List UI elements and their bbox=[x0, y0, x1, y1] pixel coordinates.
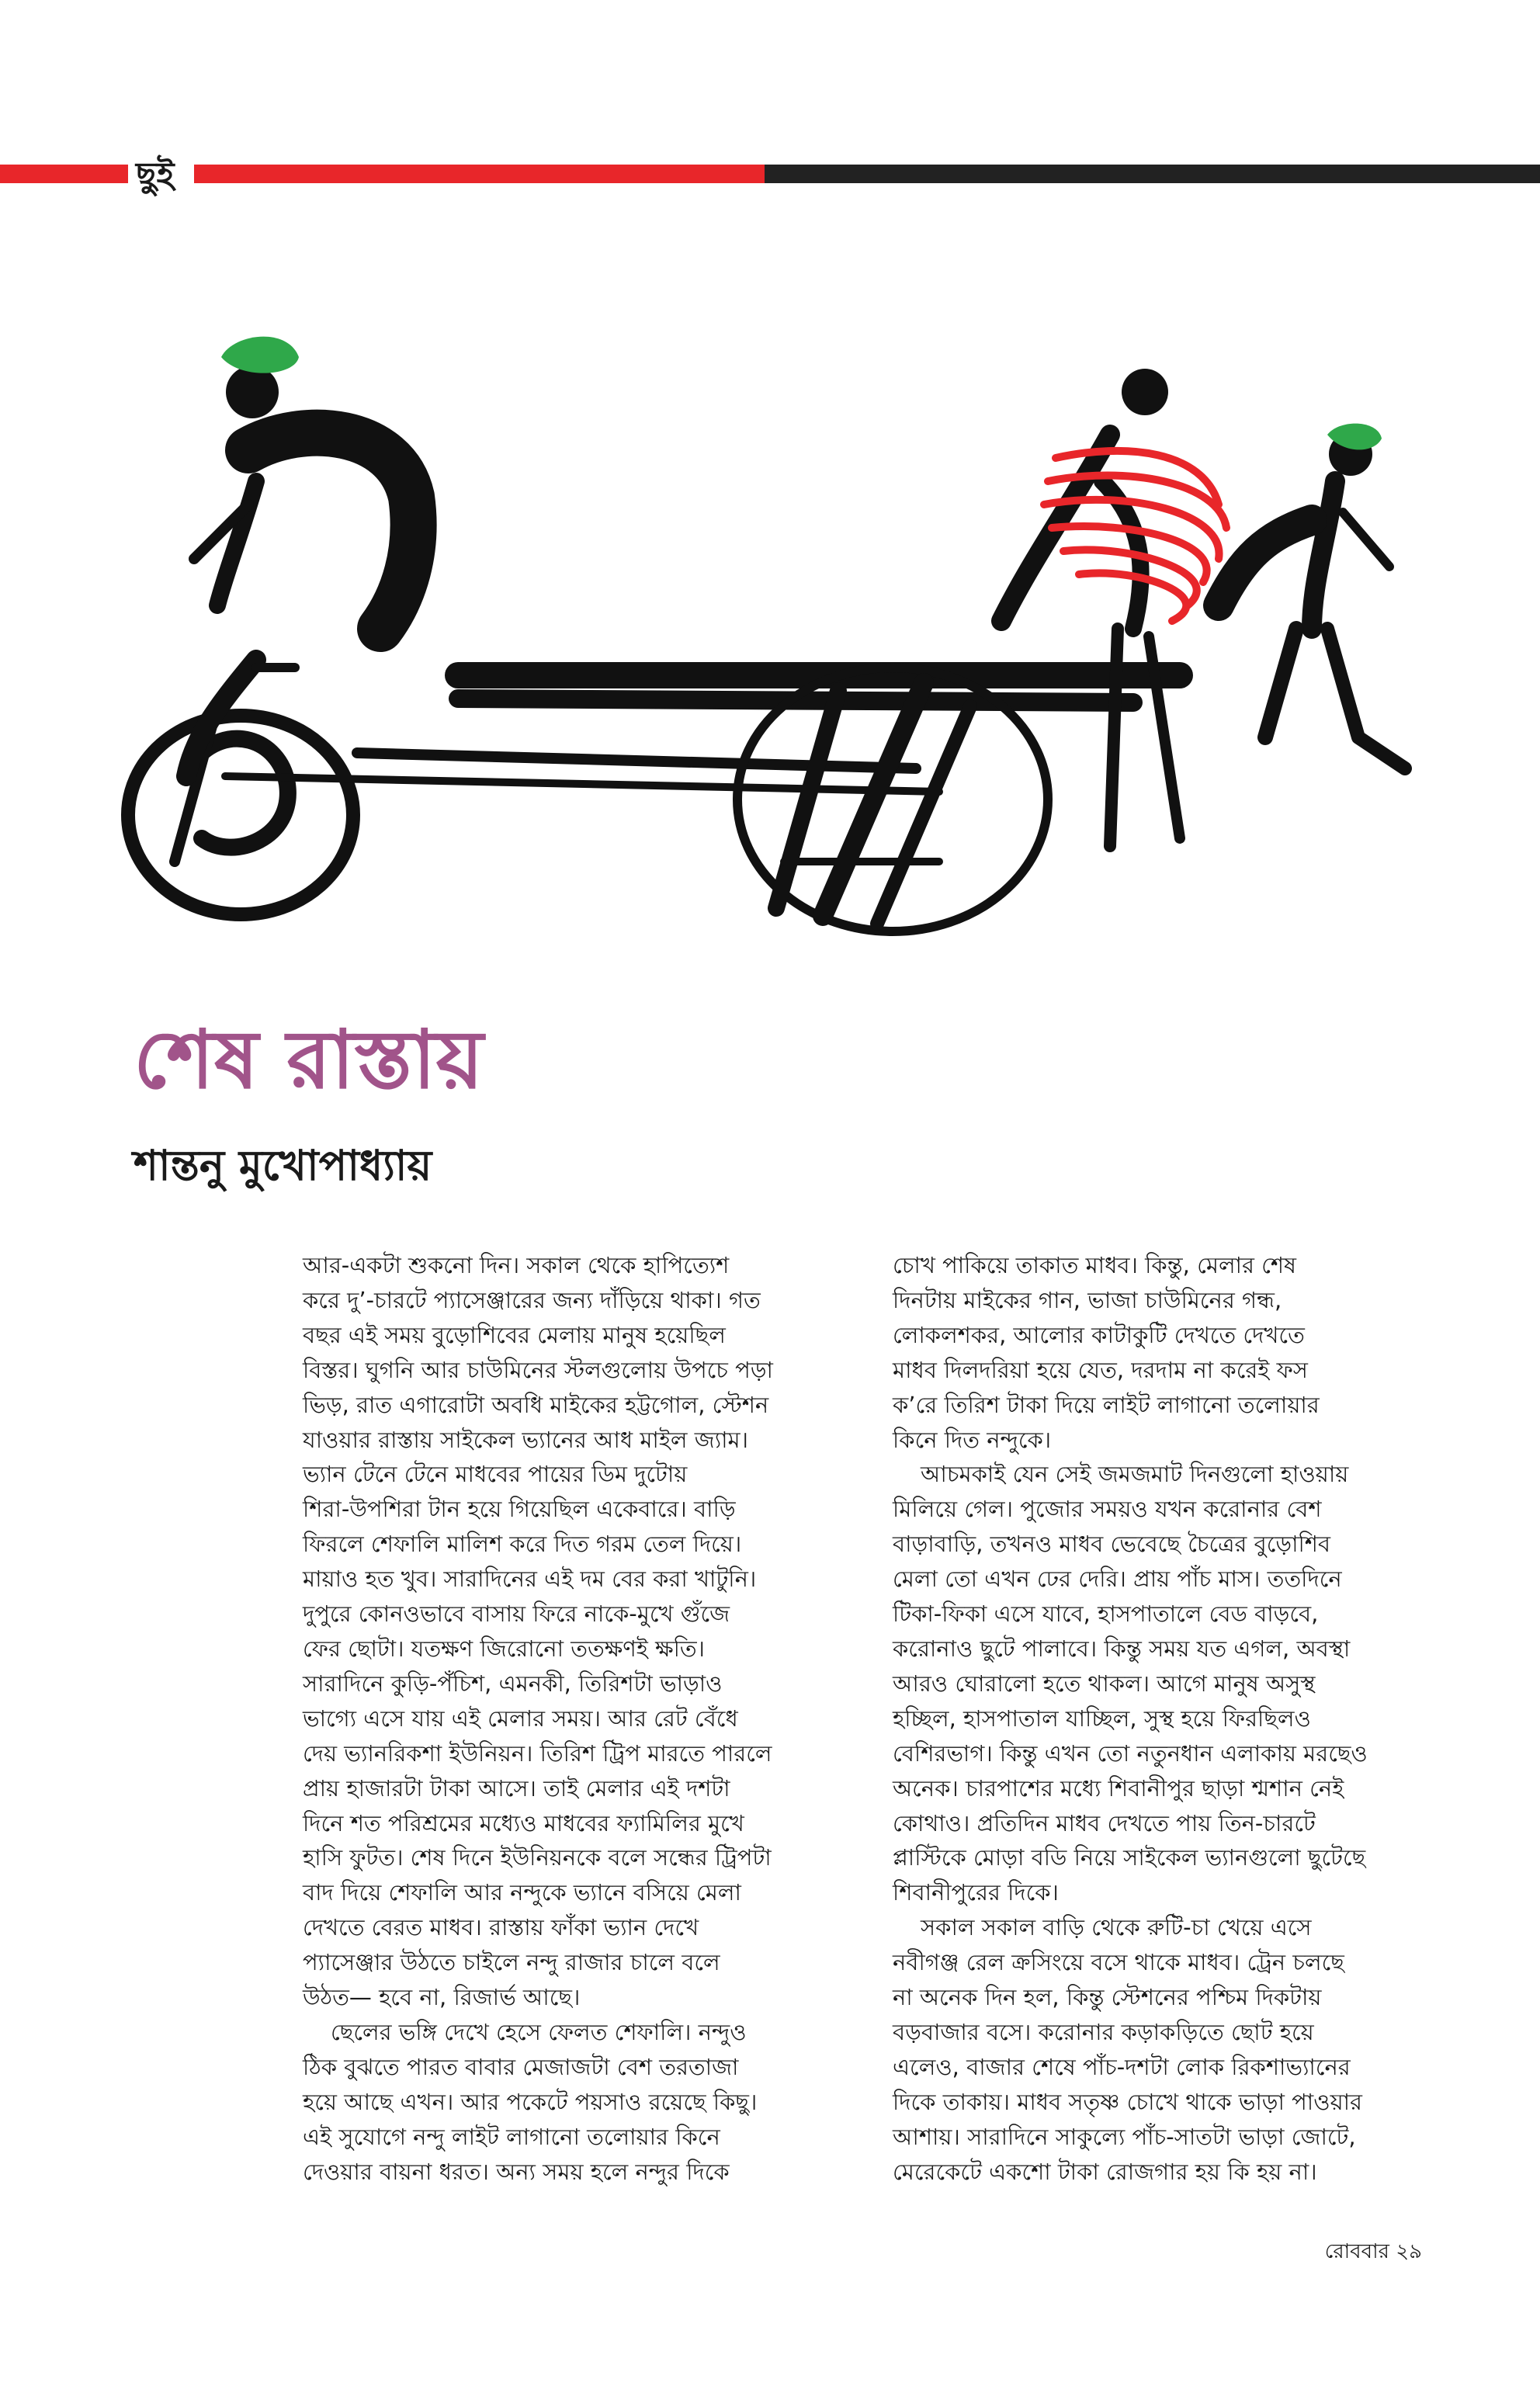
text-line: আর-একটা শুকনো দিন। সকাল থেকে হাপিত্যেশ bbox=[303, 1252, 730, 1278]
text-line: ফের ছোটা। যতক্ষণ জিরোনো ততক্ষণই ক্ষতি। bbox=[303, 1635, 706, 1662]
text-line: যাওয়ার রাস্তায় সাইকেল ভ্যানের আধ মাইল জ্যাম। bbox=[303, 1426, 748, 1453]
text-line: মাধব দিলদরিয়া হয়ে যেত, দরদাম না করেই ফস bbox=[893, 1356, 1308, 1383]
text-line: কিনে দিত নন্দুকে। bbox=[893, 1426, 1052, 1453]
text-line: দেওয়ার বায়না ধরত। অন্য সময় হলে নন্দুর দিকে bbox=[303, 2158, 730, 2185]
text-line-paragraph-start: ছেলের ভঙ্গি দেখে হেসে ফেলত শেফালি। নন্দুও bbox=[331, 2018, 747, 2045]
text-line: কোথাও। প্রতিদিন মাধব দেখতে পায় তিন-চারটে bbox=[893, 1809, 1316, 1836]
header-rule-black bbox=[765, 165, 1540, 183]
text-line: বড়বাজার বসে। করোনার কড়াকড়িতে ছোট হয়ে bbox=[893, 2018, 1314, 2045]
text-line: মেরেকেটে একশো টাকা রোজগার হয় কি হয় না। bbox=[893, 2158, 1317, 2185]
text-line: করোনাও ছুটে পালাবে। কিন্তু সময় যত এগল, অবস্থা bbox=[893, 1635, 1351, 1662]
text-line: সারাদিনে কুড়ি-পঁচিশ, এমনকী, তিরিশটা ভাড়াও bbox=[303, 1670, 723, 1697]
text-line: প্লাস্টিকে মোড়া বডি নিয়ে সাইকেল ভ্যানগুলো ছুটেছে bbox=[893, 1844, 1366, 1871]
text-line: শিরা-উপশিরা টান হয়ে গিয়েছিল একেবারে। বাড়ি bbox=[303, 1496, 736, 1523]
text-line: মেলা তো এখন ঢের দেরি। প্রায় পাঁচ মাস। ততদিনে bbox=[893, 1566, 1342, 1593]
page-folio: রোববার ২৯ bbox=[1324, 2240, 1422, 2263]
text-line: দেখতে বেরত মাধব। রাস্তায় ফাঁকা ভ্যান দেখে bbox=[303, 1914, 699, 1941]
text-line: ভাগ্যে এসে যায় এই মেলার সময়। আর রেট বেঁধে bbox=[303, 1705, 738, 1732]
text-line: টিকা-ফিকা এসে যাবে, হাসপাতালে বেড বাড়বে, bbox=[893, 1601, 1319, 1628]
text-line: দিকে তাকায়। মাধব সতৃষ্ণ চোখে থাকে ভাড়া পাওয়ার bbox=[893, 2088, 1363, 2115]
text-line: বিস্তর। ঘুগনি আর চাউমিনের স্টলগুলোয় উপচে পড়া bbox=[303, 1356, 773, 1383]
text-line: চোখ পাকিয়ে তাকাত মাধব। কিন্তু, মেলার শেষ bbox=[893, 1252, 1297, 1278]
text-line: মিলিয়ে গেল। পুজোর সময়ও যখন করোনার বেশ bbox=[893, 1496, 1322, 1523]
cycle-van-rickshaw-illustration bbox=[101, 303, 1420, 986]
text-line-paragraph-start: সকাল সকাল বাড়ি থেকে রুটি-চা খেয়ে এসে bbox=[921, 1914, 1312, 1941]
text-line: মায়াও হত খুব। সারাদিনের এই দম বের করা খাটুনি। bbox=[303, 1566, 757, 1593]
text-line: বাদ দিয়ে শেফালি আর নন্দুকে ভ্যানে বসিয়ে মেলা bbox=[303, 1879, 741, 1906]
text-line: ঠিক বুঝতে পারত বাবার মেজাজটা বেশ তরতাজা bbox=[303, 2053, 739, 2080]
text-line: আরও ঘোরালো হতে থাকল। আগে মানুষ অসুস্থ bbox=[893, 1670, 1316, 1697]
text-line: ভ্যান টেনে টেনে মাধবের পায়ের ডিম দুটোয় bbox=[303, 1461, 688, 1488]
text-line: বেশিরভাগ। কিন্তু এখন তো নতুনধান এলাকায় মরছেও bbox=[893, 1739, 1368, 1767]
text-line: এই সুযোগে নন্দু লাইট লাগানো তলোয়ার কিনে bbox=[303, 2123, 720, 2150]
article-title: শেষ রাস্তায় bbox=[134, 1012, 484, 1107]
section-label: ছুই bbox=[136, 155, 175, 195]
text-line: করে দু’-চারটে প্যাসেঞ্জারের জন্য দাঁড়িয়ে থাকা। গত bbox=[303, 1286, 761, 1313]
header-rule-red bbox=[194, 165, 765, 183]
article-author: শান্তনু মুখোপাধ্যায় bbox=[134, 1141, 432, 1190]
text-line: হচ্ছিল, হাসপাতাল যাচ্ছিল, সুস্থ হয়ে ফিরছিলও bbox=[893, 1705, 1311, 1732]
text-line-paragraph-start: আচমকাই যেন সেই জমজমাট দিনগুলো হাওয়ায় bbox=[921, 1461, 1349, 1488]
article-column-left bbox=[303, 1248, 838, 2189]
text-line: শিবানীপুরের দিকে। bbox=[893, 1879, 1059, 1906]
text-line: দিনটায় মাইকের গান, ভাজা চাউমিনের গন্ধ, bbox=[893, 1286, 1282, 1313]
text-line: বাড়াবাড়ি, তখনও মাধব ভেবেছে চৈত্রের বুড়োশিব bbox=[893, 1531, 1331, 1558]
text-line: প্যাসেঞ্জার উঠতে চাইলে নন্দু রাজার চালে বলে bbox=[303, 1949, 720, 1976]
text-line: অনেক। চারপাশের মধ্যে শিবানীপুর ছাড়া শ্মশান নেই bbox=[893, 1774, 1344, 1802]
text-line: না অনেক দিন হল, কিন্তু স্টেশনের পশ্চিম দিকটায় bbox=[893, 1984, 1322, 2011]
header-rule-red-left bbox=[0, 165, 128, 183]
text-line: দিনে শত পরিশ্রমের মধ্যেও মাধবের ফ্যামিলির মুখে bbox=[303, 1809, 744, 1836]
text-line: দুপুরে কোনওভাবে বাসায় ফিরে নাকে-মুখে গুঁজে bbox=[303, 1601, 730, 1628]
text-line: ফিরলে শেফালি মালিশ করে দিত গরম তেল দিয়ে। bbox=[303, 1531, 742, 1558]
text-line: ক’রে তিরিশ টাকা দিয়ে লাইট লাগানো তলোয়ার bbox=[893, 1391, 1320, 1418]
text-line: প্রায় হাজারটা টাকা আসে। তাই মেলার এই দশটা bbox=[303, 1774, 730, 1802]
text-line: বছর এই সময় বুড়োশিবের মেলায় মানুষ হয়েছিল bbox=[303, 1321, 726, 1348]
text-line: হাসি ফুটত। শেষ দিনে ইউনিয়নকে বলে সন্ধের ট্রিপটা bbox=[303, 1844, 772, 1871]
text-line: আশায়। সারাদিনে সাকুল্যে পাঁচ-সাতটা ভাড়া জোটে, bbox=[893, 2123, 1356, 2150]
text-line: নবীগঞ্জ রেল ক্রসিংয়ে বসে থাকে মাধব। ট্রেন চলছে bbox=[893, 1949, 1344, 1976]
text-line: লোকলশকর, আলোর কাটাকুটি দেখতে দেখতে bbox=[893, 1321, 1305, 1348]
text-line: উঠত— হবে না, রিজার্ভ আছে। bbox=[303, 1984, 581, 2011]
text-line: এলেও, বাজার শেষে পাঁচ-দশটা লোক রিকশাভ্যানের bbox=[893, 2053, 1351, 2080]
text-line: হয়ে আছে এখন। আর পকেটে পয়সাও রয়েছে কিছু। bbox=[303, 2088, 758, 2115]
text-line: ভিড়, রাত এগারোটা অবধি মাইকের হট্টগোল, স্টেশন bbox=[303, 1391, 769, 1418]
text-line: দেয় ভ্যানরিকশা ইউনিয়ন। তিরিশ ট্রিপ মারতে পারলে bbox=[303, 1739, 772, 1767]
article-column-right bbox=[893, 1248, 1428, 2189]
